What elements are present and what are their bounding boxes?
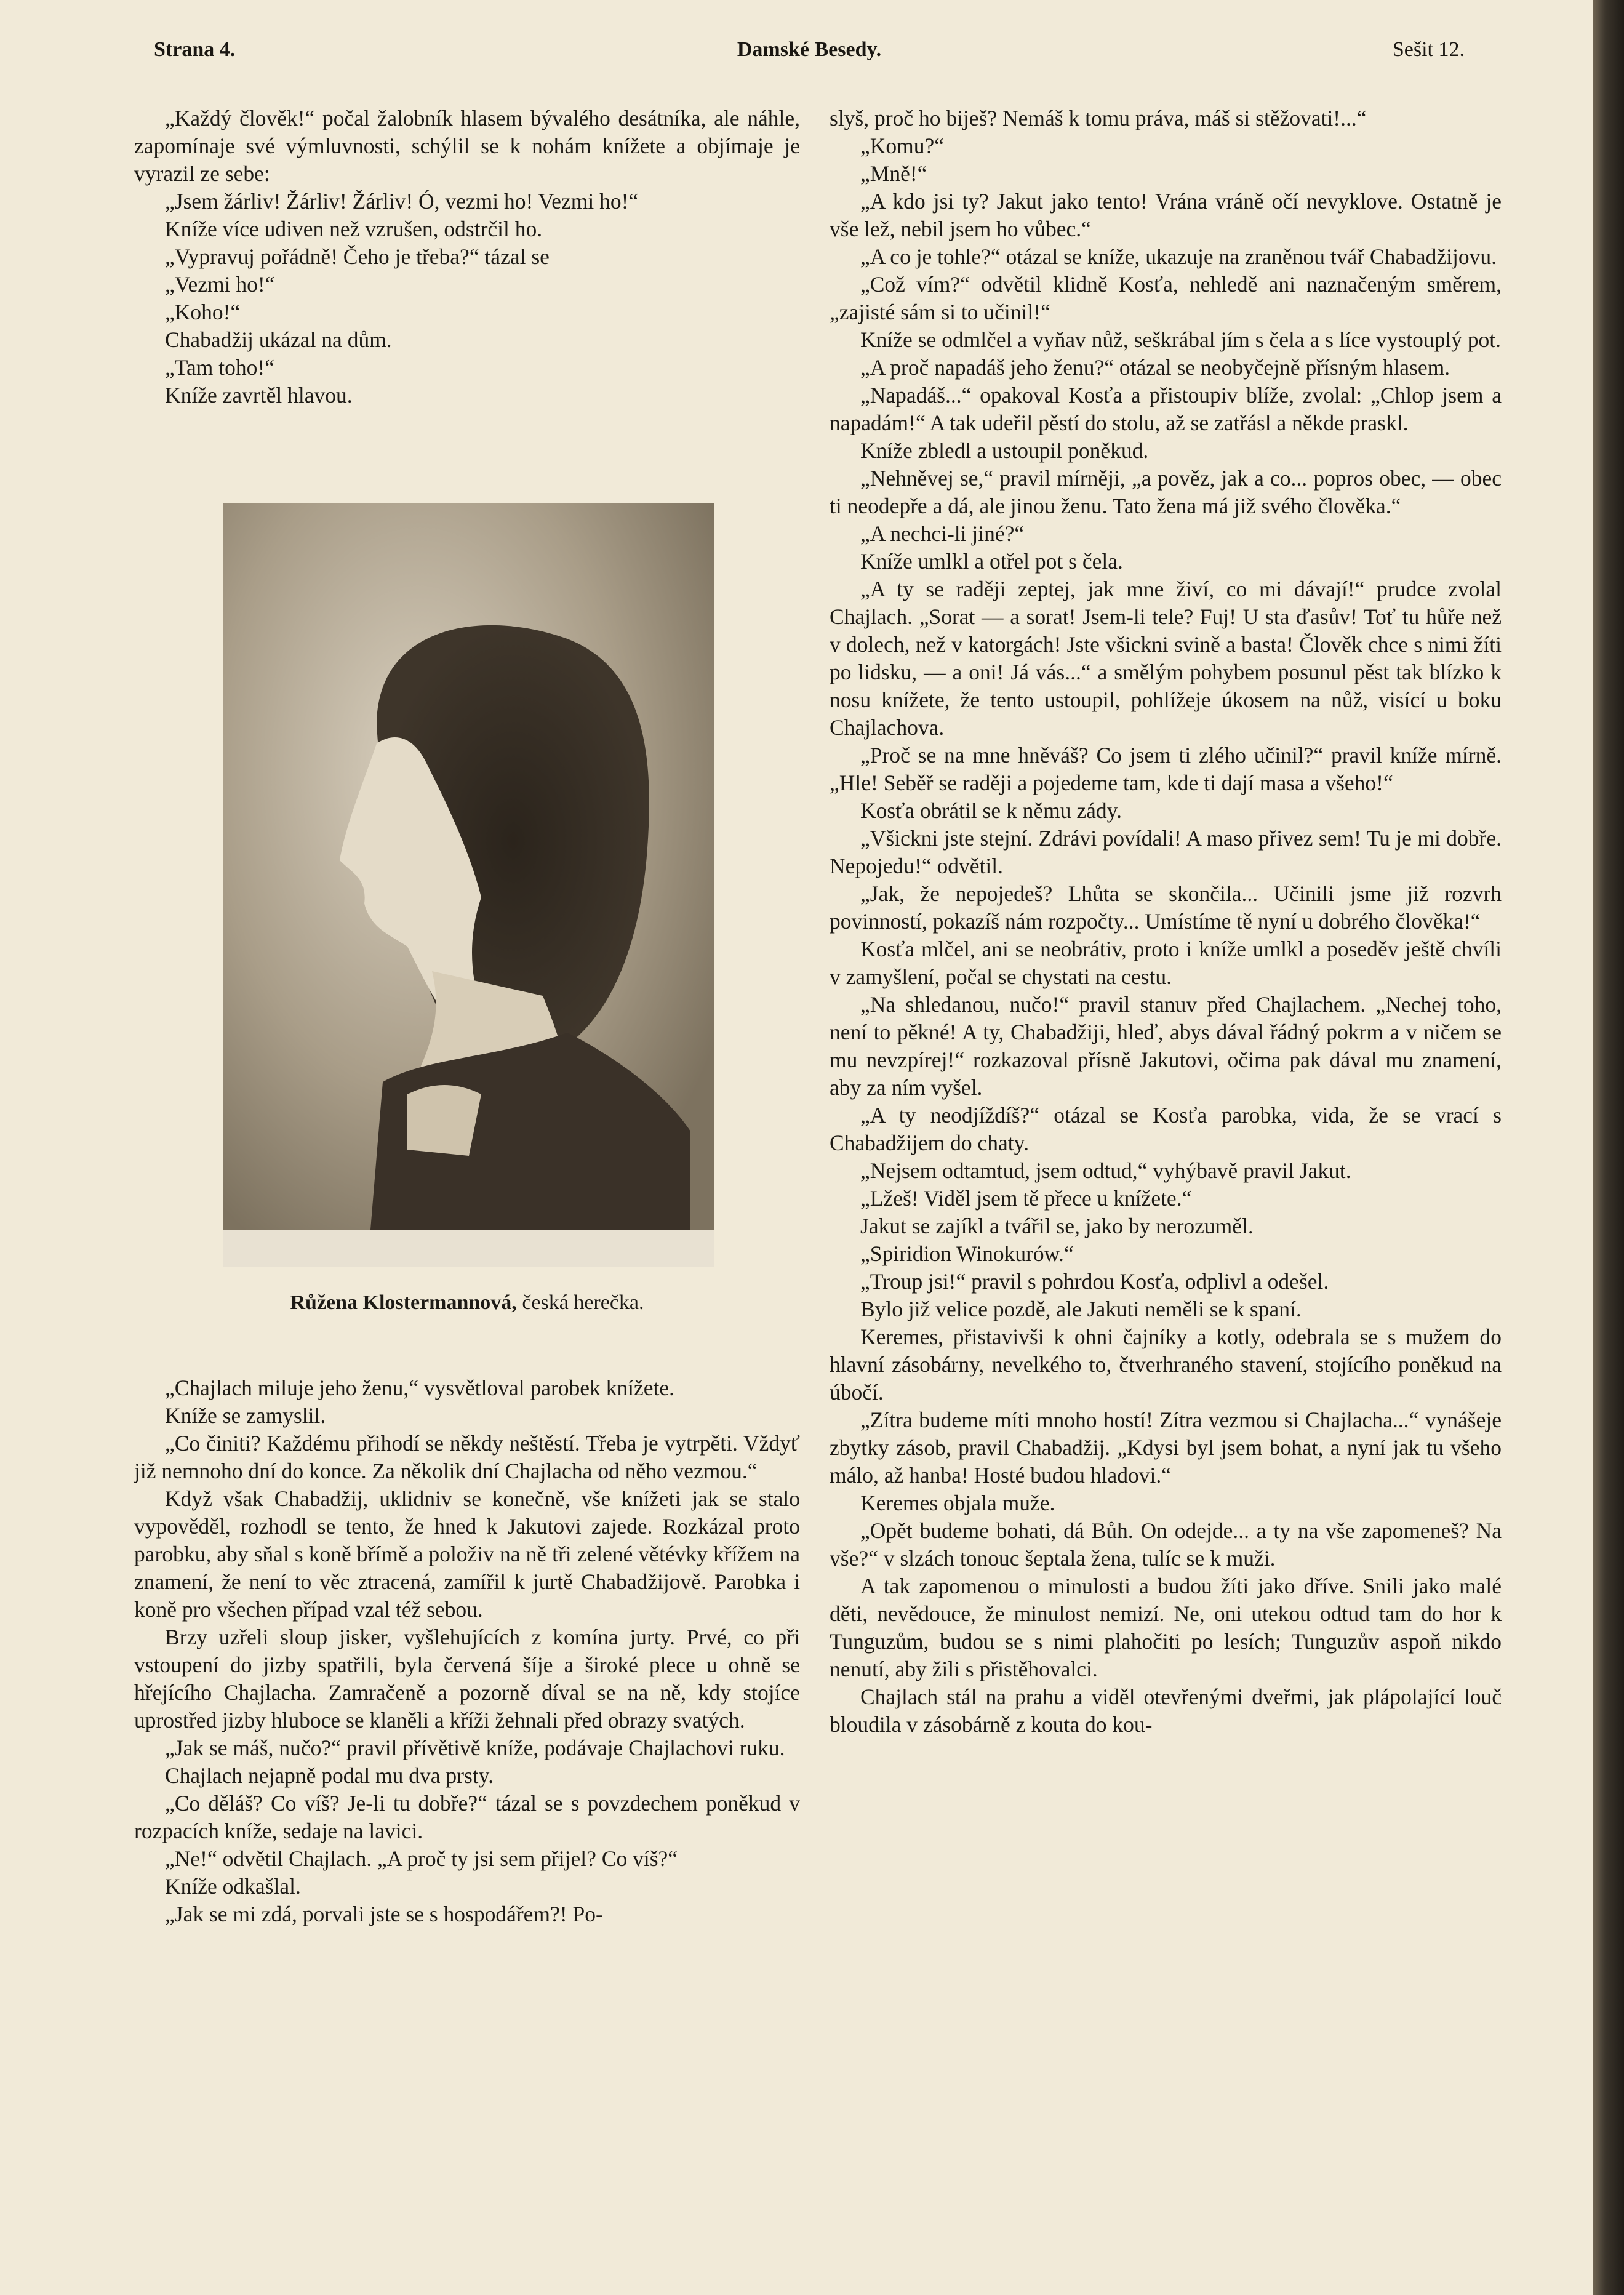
paragraph: „Ne!“ odvětil Chajlach. „A proč ty jsi sem přijel? Co víš?“ bbox=[165, 1846, 678, 1871]
paragraph: Kníže zbledl a ustoupil poněkud. bbox=[860, 438, 1149, 463]
paragraph: „Lžeš! Viděl jsem tě přece u knížete.“ bbox=[860, 1186, 1192, 1211]
caption-text: česká herečka. bbox=[516, 1291, 644, 1314]
paragraph: „Napadáš...“ opakoval Kosťa a přistoupiv blíže, zvolal: „Chlop jsem a napadám!“ A tak udeřil pěstí do stolu, až se zatřásl a někde praskl. bbox=[830, 383, 1502, 435]
paragraph: Kníže se odmlčel a vyňav nůž, seškrábal jím s čela a s líce vystouplý pot. bbox=[860, 327, 1502, 352]
paragraph: „A proč napadáš jeho ženu?“ otázal se neobyčejně přísným hlasem. bbox=[860, 355, 1450, 380]
paragraph: „Nehněvej se,“ pravil mírněji, „a pověz, jak a co... popros obec, — obec ti neodepře a dá, ale jinou ženu. Tato žena má již svého člověka.“ bbox=[830, 466, 1502, 518]
actress-portrait bbox=[223, 503, 714, 1267]
paragraph: Když však Chabadžij, uklidniv se konečně, vše knížeti jak se stalo vypověděl, rozhodl se tento, že hned k Jakutovi zajede. Rozkázal proto parobku, aby sňal s koně břímě a položiv na ně tři zelené větévky křížem na znamení, že není to věc ztracená, zamířil k jurtě Chabadžijově. Parobka i koně pro všechen případ vzal též sebou. bbox=[134, 1486, 800, 1622]
paragraph: „Tam toho!“ bbox=[165, 355, 274, 380]
paragraph: „Jak, že nepojedeš? Lhůta se skončila... Učinili jsme již rozvrh povinností, pokazíš nám rozpočty... Umístíme tě nyní u dobrého člověka!“ bbox=[830, 881, 1502, 934]
paragraph: Kníže zavrtěl hlavou. bbox=[165, 383, 353, 407]
paragraph: „Vypravuj pořádně! Čeho je třeba?“ tázal se bbox=[165, 244, 550, 269]
paragraph: A tak zapomenou o minulosti a budou žíti jako dříve. Snili jako malé děti, nevědouce, že minulost nemizí. Ne, oni utekou odtud tam do hor k Tunguzům, budou se s nimi plahočiti po lesích; Tunguzův aspoň nikdo nenutí, aby žili s přistěhovalci. bbox=[830, 1574, 1502, 1681]
paragraph: „Každý člověk!“ počal žalobník hlasem bývalého desátníka, ale náhle, zapomínaje své výmluvnosti, schýlil se k nohám knížete a objímaje je vyrazil ze sebe: bbox=[134, 106, 800, 186]
paragraph: „Jak se mi zdá, porvali jste se s hospodářem?! Po- bbox=[165, 1902, 603, 1926]
paragraph: Kníže více udiven než vzrušen, odstrčil ho. bbox=[165, 217, 543, 241]
paragraph: „A co je tohle?“ otázal se kníže, ukazuje na zraněnou tvář Chabadžijovu. bbox=[860, 244, 1497, 269]
paragraph: „Komu?“ bbox=[860, 134, 945, 158]
paragraph: Keremes objala muže. bbox=[860, 1491, 1055, 1515]
paragraph: „Zítra budeme míti mnoho hostí! Zítra vezmou si Chajlacha...“ vynášeje zbytky zásob, pravil Chabadžij. „Kdysi byl jsem bohat, a nyní jak tu všeho málo, až hanba! Hosté budou hladovi.“ bbox=[830, 1408, 1502, 1488]
paragraph: „Jsem žárliv! Žárliv! Žárliv! Ó, vezmi ho! Vezmi ho!“ bbox=[165, 189, 639, 214]
paragraph: „A ty neodjíždíš?“ otázal se Kosťa parobka, vida, že se vrací s Chabadžijem do chaty. bbox=[830, 1103, 1502, 1155]
paragraph: „Spiridion Winokurów.“ bbox=[860, 1241, 1074, 1266]
paragraph: Keremes, přistavivši k ohni čajníky a kotly, odebrala se s mužem do hlavní zásobárny, nevelkého to, čtverhraného stavení, stojícího poněkud na úbočí. bbox=[830, 1324, 1502, 1404]
paragraph: Bylo již velice pozdě, ale Jakuti neměli se k spaní. bbox=[860, 1297, 1302, 1321]
page-binding-edge bbox=[1593, 0, 1624, 2295]
right-column bbox=[830, 105, 1502, 1739]
paragraph: Kníže umlkl a otřel pot s čela. bbox=[860, 549, 1123, 574]
paragraph: „Mně!“ bbox=[860, 161, 927, 186]
paragraph: „A kdo jsi ty? Jakut jako tento! Vrána vráně očí nevyklove. Ostatně je vše lež, nebil jsem ho vůbec.“ bbox=[830, 189, 1502, 241]
paragraph: „Vezmi ho!“ bbox=[165, 272, 275, 297]
paragraph: „Koho!“ bbox=[165, 300, 241, 324]
paragraph: „Na shledanou, nučo!“ pravil stanuv před Chajlachem. „Nechej toho, není to pěkné! A ty, Chabadžiji, hleď, abys dával řádný pokrm a v ničem se mu nevzpírej!“ rozkazoval přísně Jakutovi, očima pak dával mu znamení, aby za ním vyšel. bbox=[830, 992, 1502, 1100]
paragraph: „Nejsem odtamtud, jsem odtud,“ vyhýbavě pravil Jakut. bbox=[860, 1158, 1351, 1183]
paragraph: Brzy uzřeli sloup jisker, vyšlehujících z komína jurty. Prvé, co při vstoupení do jizby spatřili, byla červená šíje a široké plece u ohně se hřejícího Chajlacha. Zamračeně a pozorně díval se na ně, kdy stojíce uprostřed jizby hluboce se klaněli a kříži žehnali před obrazy svatých. bbox=[134, 1625, 800, 1732]
left-column-top bbox=[134, 105, 800, 409]
page-number: Strana 4. bbox=[154, 38, 236, 61]
paragraph: Kosťa mlčel, ani se neobrátiv, proto i kníže umlkl a poseděv ještě chvíli v zamyšlení, počal se chystati na cestu. bbox=[830, 937, 1502, 989]
portrait-image bbox=[223, 503, 714, 1267]
paragraph: Chabadžij ukázal na dům. bbox=[165, 327, 392, 352]
paragraph: Kníže odkašlal. bbox=[165, 1874, 301, 1899]
paragraph: „Co činiti? Každému přihodí se někdy neštěstí. Třeba je vytrpěti. Vždyť již nemnoho dní do konce. Za několik dní Chajlacha od něho vezmou.“ bbox=[134, 1431, 800, 1483]
page-header bbox=[154, 38, 1465, 75]
paragraph: „Co děláš? Co víš? Je-li tu dobře?“ tázal se s povzdechem poněkud v rozpacích kníže, sedaje na lavici. bbox=[134, 1791, 800, 1843]
photo-caption bbox=[134, 1291, 800, 1315]
left-column-bottom bbox=[134, 1374, 800, 1928]
paragraph: Jakut se zajíkl a tvářil se, jako by nerozuměl. bbox=[860, 1214, 1254, 1238]
paragraph: „Všickni jste stejní. Zdrávi povídali! A maso přivez sem! Tu je mi dobře. Nepojedu!“ odvětil. bbox=[830, 826, 1502, 878]
paragraph: Kosťa obrátil se k němu zády. bbox=[860, 798, 1122, 823]
paragraph: „Jak se máš, nučo?“ pravil přívětivě kníže, podávaje Chajlachovi ruku. bbox=[165, 1736, 785, 1760]
magazine-title: Damské Besedy. bbox=[737, 38, 882, 61]
paragraph: Chajlach nejapně podal mu dva prsty. bbox=[165, 1763, 494, 1788]
paragraph: „Což vím?“ odvětil klidně Kosťa, nehledě ani naznačeným směrem, „zajisté sám si to učinil!“ bbox=[830, 272, 1502, 324]
paragraph: slyš, proč ho biješ? Nemáš k tomu práva, máš si stěžovati!...“ bbox=[830, 106, 1367, 130]
caption-name: Růžena Klostermannová, bbox=[290, 1291, 517, 1314]
paragraph: Chajlach stál na prahu a viděl otevřenými dveřmi, jak plápolající louč bloudila v zásobárně z kouta do kou- bbox=[830, 1684, 1502, 1737]
paragraph: Kníže se zamyslil. bbox=[165, 1403, 326, 1428]
paragraph: „A nechci-li jiné?“ bbox=[860, 521, 1025, 546]
paragraph: „Chajlach miluje jeho ženu,“ vysvětloval parobek knížete. bbox=[165, 1376, 675, 1400]
paragraph: „Proč se na mne hněváš? Co jsem ti zlého učinil?“ pravil kníže mírně. „Hle! Seběř se raději a pojedeme tam, kde ti dají masa a všeho!“ bbox=[830, 743, 1502, 795]
paragraph: „Troup jsi!“ pravil s pohrdou Kosťa, odplivl a odešel. bbox=[860, 1269, 1329, 1294]
issue-number: Sešit 12. bbox=[1392, 38, 1465, 61]
paragraph: „A ty se raději zeptej, jak mne živí, co mi dávají!“ prudce zvolal Chajlach. „Sorat — a sorat! Jsem-li tele? Fuj! U sta ďasův! Toť tu hůře než v dolech, než v katorgách! Jste všickni svině a basta! Člověk chce s nimi žíti po lidsku, — a oni! Já vás...“ a smělým pohybem posunul pěst tak blízko k nosu knížete, že tento ustoupil, pohlížeje úkosem na nůž, visící u boku Chajlachova. bbox=[830, 577, 1502, 740]
paragraph: „Opět budeme bohati, dá Bůh. On odejde... a ty na vše zapomeneš? Na vše?“ v slzách tonouc šeptala žena, tulíc se k muži. bbox=[830, 1518, 1502, 1571]
